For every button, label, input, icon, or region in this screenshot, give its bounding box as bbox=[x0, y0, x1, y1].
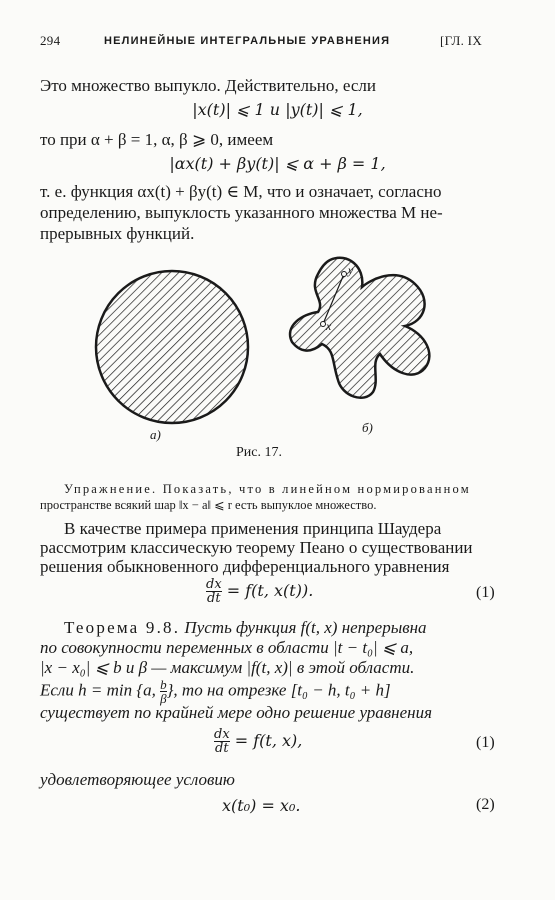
b-over-beta: $\frac{b}{\beta}$ bbox=[160, 677, 167, 706]
page-number: 294 bbox=[40, 33, 61, 48]
equation-1-repeat: $\frac{dx}{dt}$ = f(t, x), bbox=[214, 727, 303, 756]
figure-17 bbox=[80, 252, 460, 447]
equation-number: (1) bbox=[476, 584, 495, 601]
exercise-heading: Упражнение. Показать, что в линейном нормированном bbox=[64, 482, 471, 496]
theorem-line: существует по крайней мере одно решение уравнения bbox=[40, 703, 432, 722]
figure-caption: Рис. 17. bbox=[236, 445, 282, 460]
formula-convex-combination: |αx(t) + βy(t)| ⩽ α + β = 1, bbox=[169, 154, 386, 173]
text-line: Это множество выпукло. Действительно, если bbox=[40, 76, 376, 95]
point-x-label: x bbox=[326, 319, 332, 333]
text-line: рассмотрим классическую теорему Пеано о существовании bbox=[40, 538, 473, 557]
condition-line: удовлетворяющее условию bbox=[40, 770, 235, 789]
equation-number: (1) bbox=[476, 734, 495, 751]
theorem-heading: Теорема 9.8. bbox=[64, 618, 181, 637]
running-title: НЕЛИНЕЙНЫЕ ИНТЕГРАЛЬНЫЕ УРАВНЕНИЯ bbox=[104, 35, 391, 47]
equation-1: $\frac{dx}{dt}$ = f(t, x(t)). bbox=[206, 577, 314, 606]
theorem-line: Если h = min {a, $\frac{b}{\beta}$ }, то на отрезке [t₀ − h, t₀ + h] bbox=[40, 677, 391, 706]
derivative-fraction: $\frac{dx}{dt}$ bbox=[206, 577, 222, 606]
text-line: т. е. функция αx(t) + βy(t) ∈ M, что и означает, согласно bbox=[40, 182, 442, 201]
text-line: то при α + β = 1, α, β ⩾ 0, имеем bbox=[40, 130, 274, 149]
exercise-line bbox=[64, 482, 471, 497]
theorem-line: Теорема 9.8. Пусть функция f(t, x) непрерывна bbox=[64, 618, 427, 637]
equation-number: (2) bbox=[476, 796, 495, 813]
theorem-line: по совокупности переменных в области |t − t₀| ⩽ a, bbox=[40, 638, 414, 657]
theorem-line: |x − x₀| ⩽ b и β — максимум |f(t, x)| в этой области. bbox=[40, 658, 415, 677]
label-a: а) bbox=[150, 427, 161, 442]
chapter-marker: [ГЛ. IX bbox=[440, 33, 483, 48]
label-b: б) bbox=[362, 420, 373, 435]
point-y-label: y bbox=[348, 263, 354, 277]
formula-bounds: |x(t)| ⩽ 1 и |y(t)| ⩽ 1, bbox=[192, 100, 363, 119]
derivative-fraction: $\frac{dx}{dt}$ bbox=[214, 727, 230, 756]
text-line: В качестве примера применения принципа Шаудера bbox=[64, 519, 442, 538]
text-line: определению, выпуклость указанного множества M не- bbox=[40, 203, 443, 222]
text-line: прерывных функций. bbox=[40, 224, 195, 243]
text-line: решения обыкновенного дифференциального уравнения bbox=[40, 557, 450, 576]
exercise-line: пространстве всякий шар ‖x − a‖ ⩽ r есть выпуклое множество. bbox=[40, 498, 377, 512]
convex-disk bbox=[96, 271, 248, 423]
initial-condition: x(t₀) = x₀. bbox=[222, 796, 301, 815]
nonconvex-blob bbox=[290, 258, 429, 398]
